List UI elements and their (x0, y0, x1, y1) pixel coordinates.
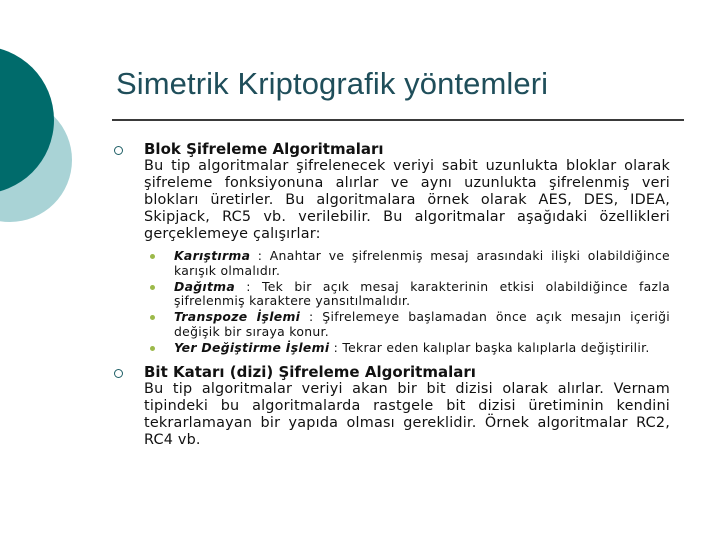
item-description: : Şifrelemeye başlamadan önce açık mesajın içeriği değişik bir sıraya konur. (174, 309, 670, 339)
section-stream-cipher (114, 363, 670, 449)
property-list (144, 249, 670, 355)
list-item (174, 280, 670, 309)
list-item (174, 249, 670, 278)
item-term: Transpoze İşlemi (174, 309, 301, 324)
item-description: : Anahtar ve şifrelenmiş mesaj arasındaki ilişki olabildiğince karışık olmalıdır. (174, 248, 670, 278)
title-underline (112, 119, 684, 121)
section-block-cipher (114, 140, 670, 355)
section-heading: Blok Şifreleme Algoritmaları (144, 140, 384, 158)
list-item (174, 310, 670, 339)
section-heading: Bit Katarı (dizi) Şifreleme Algoritmaları (144, 363, 476, 381)
dot-bullet-icon (150, 285, 155, 290)
dot-bullet-icon (150, 254, 155, 259)
item-description: : Tekrar eden kalıplar başka kalıplarla değiştirilir. (333, 339, 650, 355)
ring-bullet-icon (114, 369, 123, 378)
dot-bullet-icon (150, 315, 155, 320)
dot-bullet-icon (150, 346, 155, 351)
item-description: : Tek bir açık mesaj karakterinin etkisi olabildiğince fazla şifrelenmiş karaktere yansıtılmalıdır. (174, 278, 670, 308)
slide-title: Simetrik Kriptografik yöntemleri (116, 66, 549, 101)
section-text: Bu tip algoritmalar şifrelenecek veriyi sabit uzunlukta bloklar olarak şifreleme fonksiyonuna alırlar ve aynı uzunlukta şifrelenmiş veri blokları üretirler. Bu algoritmalara örnek olarak AES, DES, IDEA, Skipjack, RC5 vb. verilebilir. Bu algoritmalar aşağıdaki özellikleri gerçeklemeye çalışırlar: (144, 158, 670, 242)
list-item (174, 341, 670, 356)
item-term: Yer Değiştirme İşlemi (174, 339, 330, 355)
item-term: Dağıtma (174, 278, 236, 294)
ring-bullet-icon (114, 146, 123, 155)
item-term: Karıştırma (174, 248, 251, 263)
section-text: Bu tip algoritmalar veriyi akan bir bit dizisi olarak alırlar. Vernam tipindeki bu algoritmalarda rastgele bit dizisi üretiminin kendini tekrarlamayan bir yapıda olması gereklidir. Örnek algoritmalar RC2, RC4 vb. (144, 381, 670, 448)
decorative-circles (0, 0, 110, 300)
slide-body (114, 140, 670, 449)
